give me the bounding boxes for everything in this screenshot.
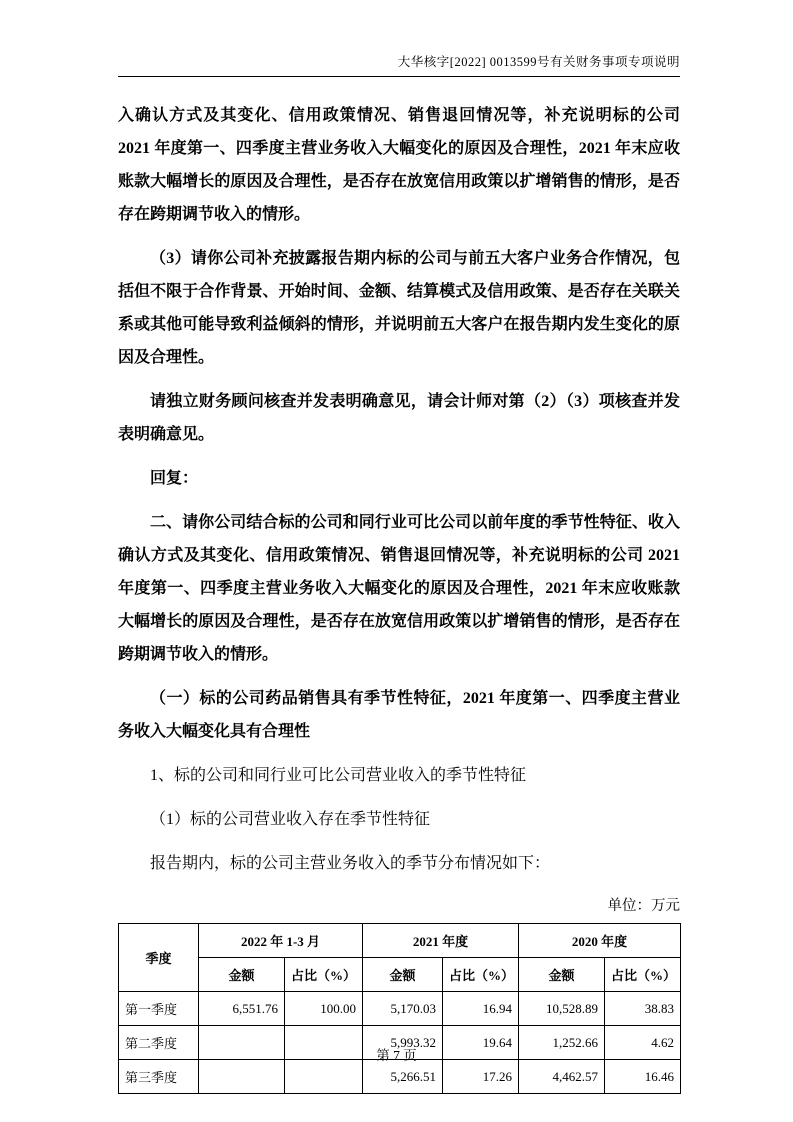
- table-group-header: 2022 年 1-3 月: [199, 924, 363, 958]
- paragraph: 1、标的公司和同行业可比公司营业收入的季节性特征: [150, 767, 527, 784]
- paragraph: 报告期内，标的公司主营业务收入的季节分布情况如下：: [150, 855, 551, 872]
- row-label: 第一季度: [119, 992, 199, 1026]
- table-subheader-cell: 占比（%）: [605, 958, 681, 992]
- table-header-row-subcolumns: [119, 958, 681, 992]
- paragraph: （一）标的公司药品销售具有季节性特征，2021 年度第一、四季度主营业务收入大幅变化具有合理性: [118, 690, 680, 740]
- table-subheader-cell: 占比（%）: [285, 958, 363, 992]
- table-cell: [285, 1060, 363, 1094]
- paragraph: 回复：: [150, 470, 199, 487]
- table-cell: 10,528.89: [519, 992, 605, 1026]
- table-cell: 100.00: [285, 992, 363, 1026]
- table-subheader-cell: 金额: [363, 958, 443, 992]
- table-row: [119, 1060, 681, 1094]
- table-corner-cell: 季度: [119, 924, 199, 992]
- paragraph: 二、请你公司结合标的公司和同行业可比公司以前年度的季节性特征、收入确认方式及其变化、信用政策情况、销售退回情况等，补充说明标的公司 2021 年度第一、四季度主营业务收入大幅变化的原因及合理性，2021 年末应收账款大幅增长的原因及合理性，是否存在放宽信用政策以扩增销售的情形，是否存在跨期调节收入的情形。: [118, 514, 680, 663]
- table-row: [119, 992, 681, 1026]
- table-cell: 6,551.76: [199, 992, 285, 1026]
- table-cell: 5,266.51: [363, 1060, 443, 1094]
- table-subheader-cell: 金额: [519, 958, 605, 992]
- table-cell: 16.94: [443, 992, 519, 1026]
- table-cell: 4.62: [605, 1026, 681, 1060]
- table-header-row-groups: [119, 924, 681, 958]
- table-subheader-cell: 占比（%）: [443, 958, 519, 992]
- document-body: [118, 77, 680, 1094]
- table-cell: 16.46: [605, 1060, 681, 1094]
- paragraph: 入确认方式及其变化、信用政策情况、销售退回情况等，补充说明标的公司 2021 年度第一、四季度主营业务收入大幅变化的原因及合理性，2021 年末应收账款大幅增长的原因及合理性，是否存在放宽信用政策以扩增销售的情形，是否存在跨期调节收入的情形。: [118, 107, 680, 223]
- table-cell: 38.83: [605, 992, 681, 1026]
- table-cell: 5,170.03: [363, 992, 443, 1026]
- paragraph: （3）请你公司补充披露报告期内标的公司与前五大客户业务合作情况，包括但不限于合作背景、开始时间、金额、结算模式及信用政策、是否存在关联关系或其他可能导致利益倾斜的情形，并说明前五大客户在报告期内发生变化的原因及合理性。: [118, 250, 680, 366]
- page-header: [118, 52, 680, 77]
- table-cell: 1,252.66: [519, 1026, 605, 1060]
- paragraph: （1）标的公司营业收入存在季节性特征: [150, 811, 431, 828]
- table-group-header: 2020 年度: [519, 924, 681, 958]
- table-group-header: 2021 年度: [363, 924, 519, 958]
- unit-label: 单位：万元: [607, 898, 680, 914]
- row-label: 第二季度: [119, 1026, 199, 1060]
- table-cell: [199, 1060, 285, 1094]
- row-label: 第三季度: [119, 1060, 199, 1094]
- paragraph: 请独立财务顾问核查并发表明确意见，请会计师对第（2）（3）项核查并发表明确意见。: [118, 393, 680, 443]
- table-cell: 5,993.32: [363, 1026, 443, 1060]
- seasonal-revenue-table: [118, 923, 681, 1094]
- table-cell: 4,462.57: [519, 1060, 605, 1094]
- table-subheader-cell: 金额: [199, 958, 285, 992]
- page-number: 第 7 页: [376, 1048, 417, 1063]
- table-cell: 17.26: [443, 1060, 519, 1094]
- header-title: 大华核字[2022] 0013599号有关财务事项专项说明: [397, 55, 680, 69]
- table-cell: 19.64: [443, 1026, 519, 1060]
